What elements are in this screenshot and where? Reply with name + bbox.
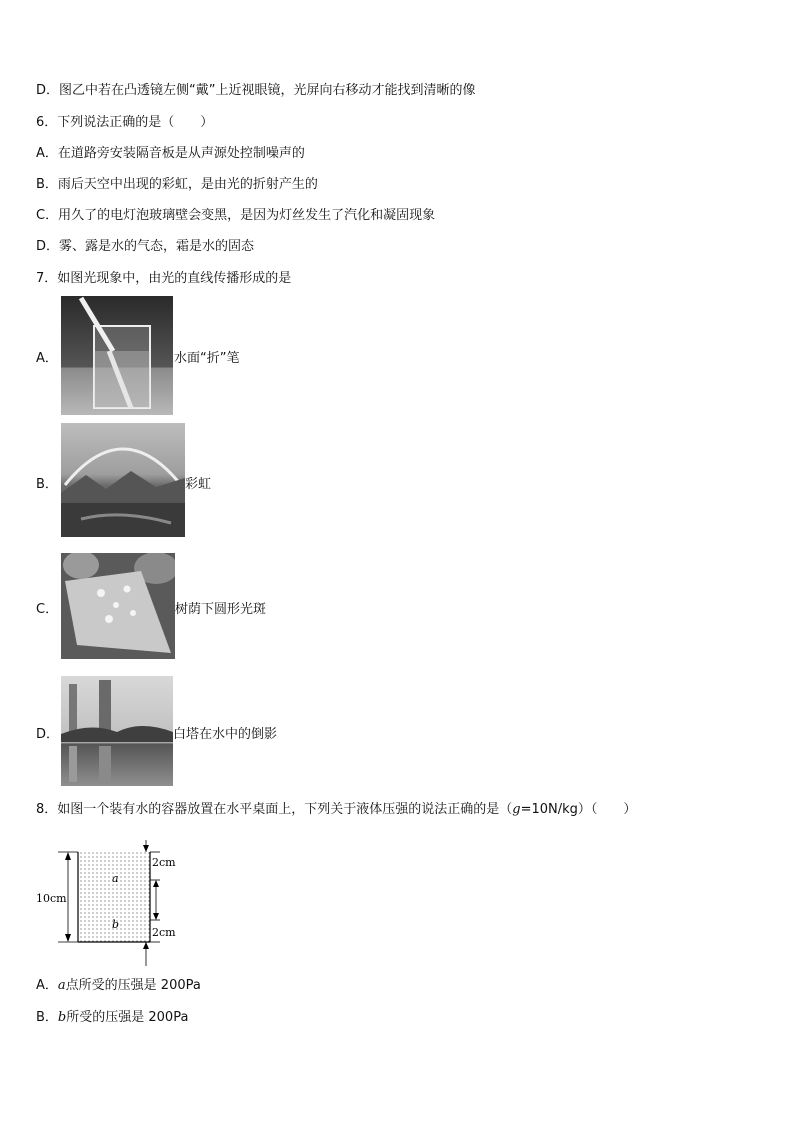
question-7: 7．如图光现象中，由光的直线传播形成的是 <box>36 271 292 286</box>
container-diagram-svg <box>36 840 196 970</box>
point-a-label: a <box>112 872 119 885</box>
bottom-height-label: 2cm <box>152 926 176 939</box>
point-b-label: b <box>112 918 120 931</box>
q7-option-c-label: C． <box>36 602 59 617</box>
q8-option-a-text: 点所受的压强是 200Pa <box>65 978 201 993</box>
q7-option-a-label: A． <box>36 351 58 366</box>
q7-option-d-caption: 白塔在水中的倒影 <box>173 727 278 742</box>
q6-option-a: A．在道路旁安装隔音板是从声源处控制噪声的 <box>36 146 305 161</box>
q6-option-d: D．雾、露是水的气态，霜是水的固态 <box>36 239 255 254</box>
q7-option-b-label: B． <box>36 477 58 492</box>
top-depth-label: 2cm <box>152 856 176 869</box>
rainbow-image <box>61 423 185 537</box>
q8-g-variable: g <box>512 802 521 817</box>
q8-option-b-text: 所受的压强是 200Pa <box>66 1010 189 1025</box>
light-spots-image <box>61 553 175 659</box>
q7-option-c-caption: 树荫下圆形光斑 <box>175 602 267 617</box>
q8-option-b-var: b <box>57 1010 67 1025</box>
question-8 <box>36 801 636 819</box>
q7-option-d-label: D． <box>36 727 60 742</box>
q5-option-d: D．图乙中若在凸透镜左侧“戴”上近视眼镜，光屏向右移动才能找到清晰的像 <box>36 83 476 98</box>
q7-option-a-caption: 水面“折”笔 <box>174 351 240 366</box>
container-diagram <box>36 840 196 974</box>
q8-text-post: =10N/kg）（ ） <box>520 802 637 817</box>
q8-option-a-label: A． <box>36 978 58 993</box>
q7-option-b-caption: 彩虹 <box>185 477 212 492</box>
q6-option-b: B．雨后天空中出现的彩虹，是由光的折射产生的 <box>36 177 318 192</box>
pen-in-water-image <box>61 296 173 415</box>
q6-option-c: C．用久了的电灯泡玻璃壁会变黑，是因为灯丝发生了汽化和凝固现象 <box>36 208 436 223</box>
q8-option-a <box>36 977 201 995</box>
q8-option-a-var: a <box>57 978 66 993</box>
question-6: 6．下列说法正确的是（ ） <box>36 115 214 130</box>
height-label: 10cm <box>36 892 67 905</box>
q8-option-b <box>36 1009 188 1027</box>
pagoda-reflection-image <box>61 676 173 786</box>
q8-option-b-label: B． <box>36 1010 58 1025</box>
q8-text-pre: 8．如图一个装有水的容器放置在水平桌面上，下列关于液体压强的说法正确的是（ <box>36 802 513 817</box>
